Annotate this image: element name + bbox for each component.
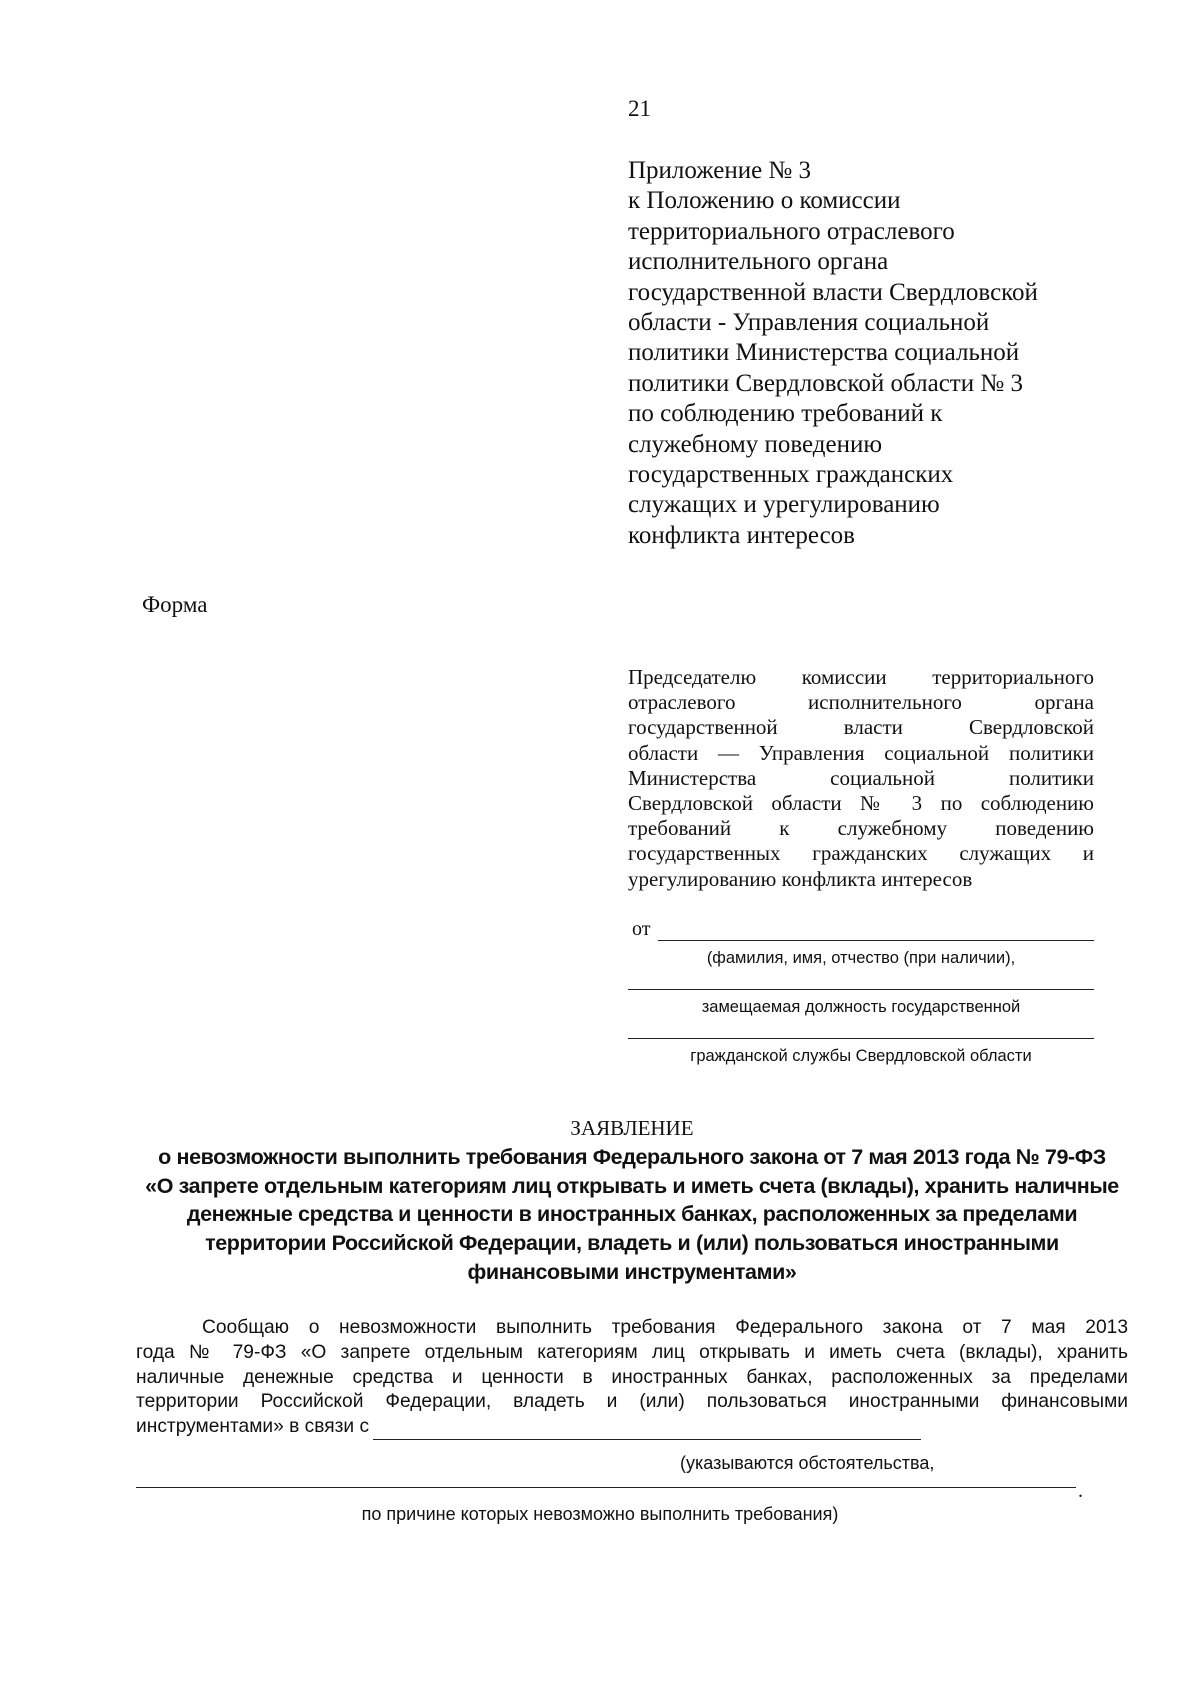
addressee-line: Председателю комиссии территориального [628,665,1094,689]
caption-reason: по причине которых невозможно выполнить требования) [361,1504,839,1524]
title-line: территории Российской Федерации, владеть и (или) пользоваться иностранными [205,1231,1059,1256]
position-line[interactable] [628,973,1094,990]
appendix-line: области - Управления социальной [628,309,990,337]
addressee-line: урегулированию конфликта интересов [628,866,973,891]
appendix-line: политики Министерства социальной [628,339,1020,367]
appendix-line: государственных гражданских [628,461,954,489]
addressee-block [628,665,1094,892]
body-line: наличные денежные средства и ценности в иностранных банках, расположенных за пределами [136,1366,1128,1388]
title-line: о невозможности выполнить требования Федерального закона от 7 мая 2013 года № 79-ФЗ [158,1144,1106,1169]
service-line[interactable] [628,1022,1094,1039]
body-line: Сообщаю о невозможности выполнить требования Федерального закона от 7 мая 2013 [202,1317,1128,1338]
appendix-line: служебному поведению [628,430,883,458]
appendix-header [628,156,1148,551]
title-line: финансовыми инструментами» [467,1259,797,1284]
form-label: Форма [142,592,208,617]
appendix-line: по соблюдению требований к [628,400,943,428]
appendix-line: государственной власти Свердловской [628,278,1038,306]
statement-body [136,1316,1128,1440]
circumstances-line[interactable] [373,1419,921,1440]
caption-circumstances: (указываются обстоятельства, [680,1453,935,1473]
line-end-mark: . [1078,1480,1083,1502]
addressee-line: области — Управления социальной политики [628,740,1094,765]
page-number: 21 [628,96,651,121]
sender-fields [628,915,1094,1071]
appendix-line: исполнительного органа [628,248,889,276]
from-label: от [632,918,651,940]
circumstances-line-2[interactable] [136,1487,1076,1488]
appendix-line: территориального отраслевого [628,217,955,245]
caption-position: замещаемая должность государственной [701,998,1021,1016]
from-row [628,915,1094,941]
title-line: «О запрете отдельным категориям лиц открывать и иметь счета (вклады), хранить наличные [145,1173,1119,1198]
addressee-line: требований к служебному поведению [628,816,1094,841]
caption-service: гражданской службы Свердловской области [690,1047,1032,1065]
appendix-line: служащих и урегулированию [628,491,940,519]
title-heading: ЗАЯВЛЕНИЕ [570,1116,694,1140]
sender-name-line[interactable] [658,918,1094,941]
body-last-row [136,1415,1128,1440]
addressee-line: государственных гражданских служащих и [628,841,1094,866]
body-line: территории Российской Федерации, владеть и (или) пользоваться иностранными финансовыми [136,1391,1128,1413]
addressee-line: государственной власти Свердловской [628,715,1094,740]
appendix-line: политики Свердловской области № 3 [628,369,1023,397]
title-line: денежные средства и ценности в иностранных банках, расположенных за пределами [186,1202,1078,1227]
addressee-line: Министерства социальной политики [628,765,1094,790]
addressee-line: отраслевого исполнительного органа [628,690,1094,715]
body-last-text: инструментами» в связи с [136,1416,370,1438]
caption-name: (фамилия, имя, отчество (при наличии), [706,949,1016,967]
appendix-line: конфликта интересов [628,521,855,549]
addressee-line: Свердловской области № 3 по соблюдению [628,791,1094,816]
appendix-line: к Положению о комиссии [628,187,901,215]
body-line: года № 79-ФЗ «О запрете отдельным категориям лиц открывать и иметь счета (вклады), хранить [136,1341,1128,1363]
appendix-line: Приложение № 3 [628,157,812,184]
document-title [136,1114,1128,1287]
